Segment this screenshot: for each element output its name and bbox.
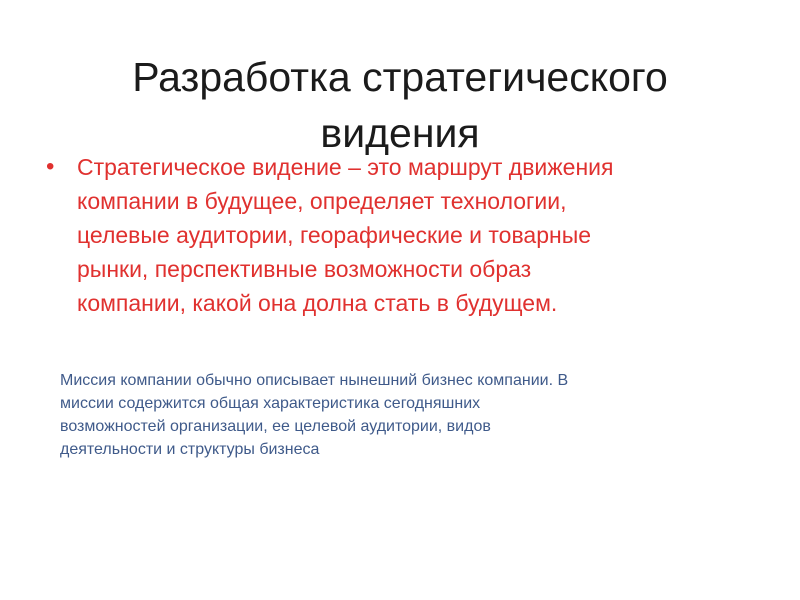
bullet-marker: • (46, 153, 55, 180)
note-line-1: Миссия компании обычно описывает нынешний бизнес компании. В (60, 372, 569, 389)
bullet-line-4: рынки, перспективные возможности образ (77, 256, 532, 282)
slide-title-line-2: видения (320, 110, 480, 157)
note-line-3: возможностей организации, ее целевой аудитории, видов (60, 418, 491, 435)
slide-title (60, 49, 740, 161)
bullet-line-2: компании в будущее, определяет технологии, (77, 188, 567, 214)
slide-title-line-1: Разработка стратегического (132, 54, 668, 101)
note-line-2: миссии содержится общая характеристика сегодняшних (60, 395, 481, 412)
mission-note (60, 369, 720, 461)
bullet-line-3: целевые аудитории, георафические и товарные (77, 222, 592, 248)
bullet-line-1: Стратегическое видение – это маршрут движения (77, 154, 614, 180)
bullet-line-5: компании, какой она долна стать в будущем. (77, 290, 558, 316)
bullet-paragraph (77, 150, 757, 320)
note-line-4: деятельности и структуры бизнеса (60, 441, 320, 458)
